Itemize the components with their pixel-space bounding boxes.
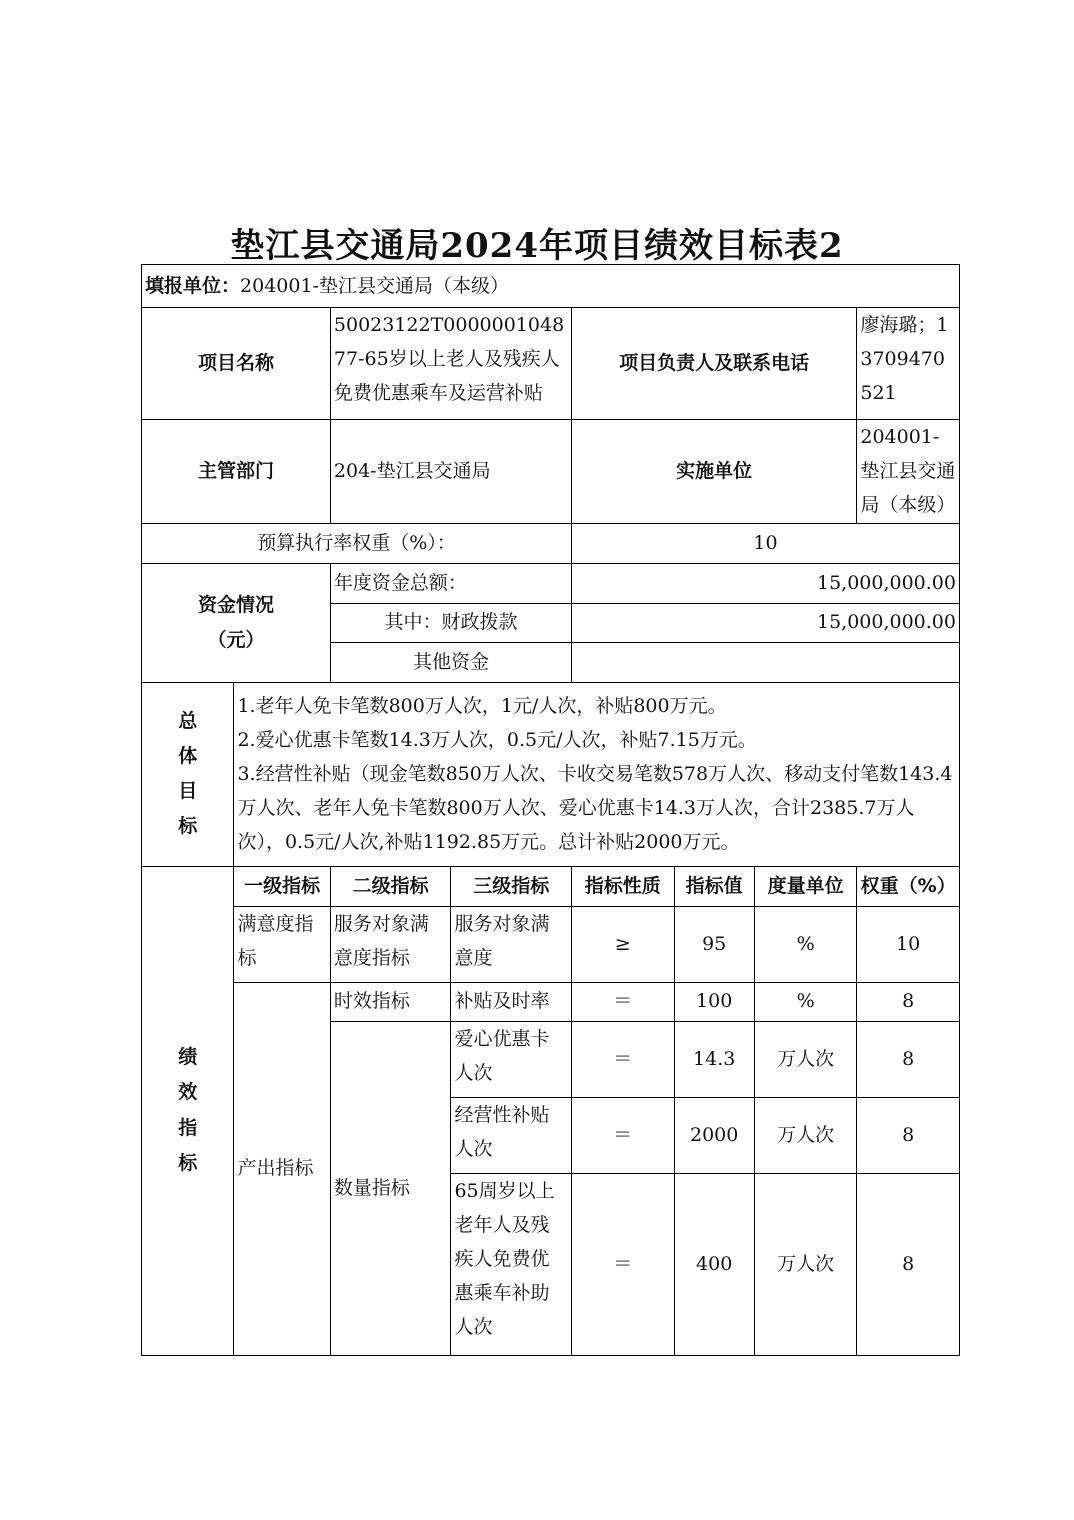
overall-goal-char: 总	[178, 709, 198, 732]
header-value: 指标值	[674, 866, 754, 906]
overall-goal-char: 标	[178, 815, 198, 838]
report-unit-value: 204001-垫江县交通局（本级）	[240, 274, 509, 297]
funds-other-value	[572, 642, 960, 682]
weight-cell: 8	[857, 1173, 960, 1355]
funds-total-value: 15,000,000.00	[572, 563, 960, 603]
funds-fiscal-label: 其中：财政拨款	[330, 603, 571, 642]
indicators-char: 指	[178, 1116, 198, 1139]
unit-cell: 万人次	[754, 1173, 856, 1355]
nature-cell: ＝	[572, 1097, 674, 1173]
weight-cell: 10	[857, 906, 960, 982]
level3-cell: 65周岁以上老年人及残疾人免费优惠乘车补助人次	[451, 1173, 572, 1355]
table-row	[142, 982, 960, 1021]
report-unit-cell	[142, 265, 960, 308]
budget-weight-value: 10	[572, 523, 960, 563]
funds-fiscal-value: 15,000,000.00	[572, 603, 960, 642]
overall-goal-char: 体	[178, 744, 198, 767]
level3-cell: 服务对象满意度	[451, 906, 572, 982]
document-title: 垫江县交通局2024年项目绩效目标表2	[230, 226, 844, 266]
weight-cell: 8	[857, 1097, 960, 1173]
funds-label-line1: 资金情况	[197, 594, 274, 617]
value-cell: 400	[674, 1173, 754, 1355]
indicators-char: 标	[178, 1151, 198, 1174]
dept-label: 主管部门	[142, 420, 331, 524]
unit-cell: %	[754, 906, 856, 982]
indicators-label	[142, 866, 234, 1355]
project-contact-value: 廖海璐；13709470521	[857, 308, 960, 420]
unit-cell: 万人次	[754, 1021, 856, 1097]
nature-cell: ＝	[572, 1173, 674, 1355]
value-cell: 100	[674, 982, 754, 1021]
overall-goal-line: 2.爱心优惠卡笔数14.3万人次，0.5元/人次，补贴7.15万元。	[237, 728, 757, 751]
header-nature: 指标性质	[572, 866, 674, 906]
project-contact-label: 项目负责人及联系电话	[572, 308, 857, 420]
header-unit: 度量单位	[754, 866, 856, 906]
level2-cell: 服务对象满意度指标	[330, 906, 451, 982]
funds-label	[142, 563, 331, 682]
level3-cell: 爱心优惠卡人次	[451, 1021, 572, 1097]
overall-goal-content	[234, 682, 960, 866]
overall-goal-char: 目	[178, 780, 198, 803]
unit-cell: %	[754, 982, 856, 1021]
budget-weight-label: 预算执行率权重（%）：	[142, 523, 572, 563]
report-unit-label: 填报单位：	[145, 274, 241, 297]
level2-cell: 数量指标	[330, 1021, 451, 1355]
nature-cell: ＝	[572, 982, 674, 1021]
value-cell: 14.3	[674, 1021, 754, 1097]
nature-cell: ＝	[572, 1021, 674, 1097]
project-name-label: 项目名称	[142, 308, 331, 420]
level1-cell: 满意度指标	[234, 906, 330, 982]
performance-table	[141, 264, 960, 1356]
level2-cell: 时效指标	[330, 982, 451, 1021]
table-row	[142, 906, 960, 982]
level1-cell: 产出指标	[234, 982, 330, 1355]
funds-other-label: 其他资金	[330, 642, 571, 682]
header-level1: 一级指标	[234, 866, 330, 906]
funds-total-label: 年度资金总额：	[330, 563, 571, 603]
level3-cell: 补贴及时率	[451, 982, 572, 1021]
overall-goal-line: 1.老年人免卡笔数800万人次，1元/人次，补贴800万元。	[237, 694, 727, 717]
funds-label-line2: （元）	[207, 628, 265, 651]
weight-cell: 8	[857, 982, 960, 1021]
overall-goal-label	[142, 682, 234, 866]
value-cell: 95	[674, 906, 754, 982]
dept-value: 204-垫江县交通局	[330, 420, 571, 524]
impl-unit-label: 实施单位	[572, 420, 857, 524]
impl-unit-value: 204001-垫江县交通局（本级）	[857, 420, 960, 524]
value-cell: 2000	[674, 1097, 754, 1173]
project-name-value: 50023122T000000104877-65岁以上老人及残疾人免费优惠乘车及运营补贴	[330, 308, 571, 420]
level3-cell: 经营性补贴人次	[451, 1097, 572, 1173]
indicators-char: 绩	[178, 1046, 198, 1069]
header-level3: 三级指标	[451, 866, 572, 906]
weight-cell: 8	[857, 1021, 960, 1097]
header-level2: 二级指标	[330, 866, 451, 906]
unit-cell: 万人次	[754, 1097, 856, 1173]
indicators-char: 效	[178, 1081, 198, 1104]
header-weight: 权重（%）	[857, 866, 960, 906]
overall-goal-line: 3.经营性补贴（现金笔数850万人次、卡收交易笔数578万人次、移动支付笔数143.4万人次、老年人免卡笔数800万人次、爱心优惠卡14.3万人次，合计2385.7万人次），0.5元/人次,补贴1192.85万元。总计补贴2000万元。	[237, 762, 953, 854]
nature-cell: ≥	[572, 906, 674, 982]
